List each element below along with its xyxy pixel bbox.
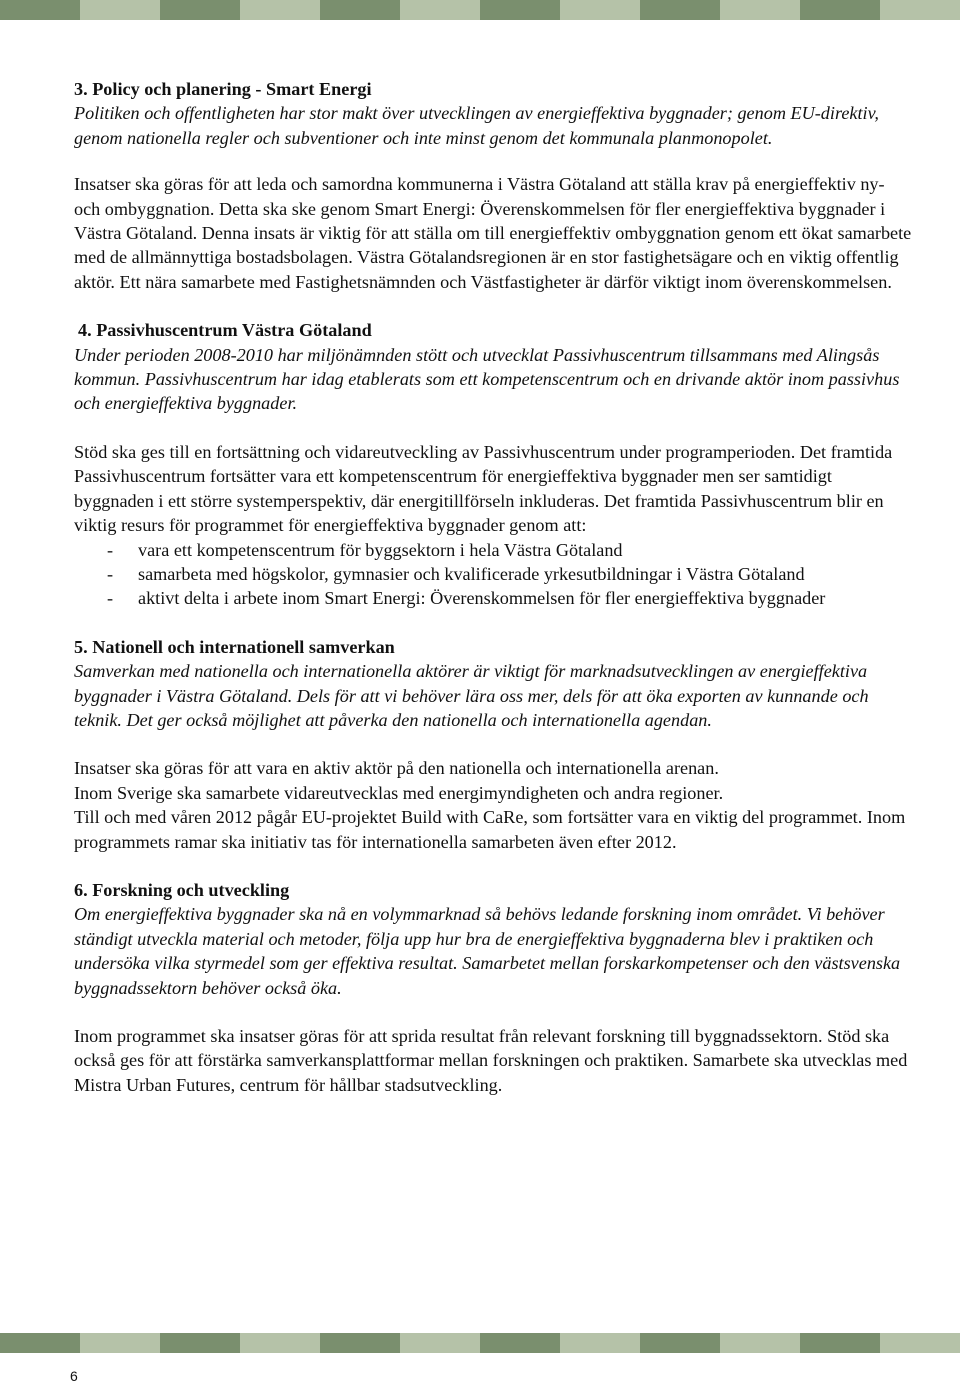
section-paragraph: Insatser ska göras för att leda och samordna kommunerna i Västra Götaland att ställa krav på energieffektiv ny- och ombyggnation. Detta ska ske genom Smart Energi: Överenskommelsen för fler energieffektiva byggnader i Västra Götaland. Denna insats är viktig för att ställa om till energieffektiv ombyggnation genom ett ökat samarbete med de allmännyttiga bostadsbolagen. Västra Götalandsregionen är en stor fastighetsägare och en viktig offentlig aktör. Ett nära samarbete med Fastighetsnämnden och Västfastigheter är därför viktigt inom överenskommelsen.	[74, 174, 912, 292]
band-segment	[880, 1333, 960, 1353]
section-heading: 6. Forskning och utveckling	[74, 879, 290, 900]
document-body	[74, 77, 914, 1097]
band-segment	[160, 0, 240, 20]
section-paragraph: Insatser ska göras för att vara en aktiv aktör på den nationella och internationella arenan.	[74, 758, 719, 779]
band-segment	[480, 0, 560, 20]
section-lead: Under perioden 2008-2010 har miljönämnden stött och utvecklat Passivhuscentrum tillsammans med Alingsås kommun. Passivhuscentrum har idag etablerats som ett kompetenscentrum och en drivande aktör inom passivhus och energieffektiva byggnader.	[74, 344, 900, 414]
page-number: 6	[70, 1368, 78, 1384]
section-passivhuscentrum	[74, 318, 914, 610]
band-segment	[640, 0, 720, 20]
bullet-list	[74, 538, 914, 611]
list-marker: -	[107, 563, 114, 584]
list-item	[74, 538, 914, 562]
list-item	[74, 586, 914, 610]
band-segment	[800, 1333, 880, 1353]
band-segment	[800, 0, 880, 20]
list-item-text: aktivt delta i arbete inom Smart Energi: Överenskommelsen för fler energieffektiva byggnader	[138, 588, 826, 609]
band-segment	[400, 0, 480, 20]
band-segment	[0, 1333, 80, 1353]
section-policy	[74, 77, 914, 294]
band-segment	[320, 1333, 400, 1353]
band-segment	[640, 1333, 720, 1353]
section-paragraph: Inom programmet ska insatser göras för att sprida resultat från relevant forskning till byggnadssektorn. Stöd ska också ges för att förstärka samverkansplattformar mellan forskningen och praktiken. Samarbete ska utvecklas med Mistra Urban Futures, centrum för hållbar stadsutveckling.	[74, 1026, 908, 1095]
band-segment	[400, 1333, 480, 1353]
section-paragraph: Till och med våren 2012 pågår EU-projektet Build with CaRe, som fortsätter vara en viktig del programmet. Inom programmets ramar ska initiativ tas för internationella samarbeten även efter 2012.	[74, 807, 906, 852]
section-heading: 3. Policy och planering - Smart Energi	[74, 79, 372, 99]
band-segment	[720, 1333, 800, 1353]
band-segment	[720, 0, 800, 20]
band-segment	[880, 0, 960, 20]
section-lead: Om energieffektiva byggnader ska nå en volymmarknad så behövs ledande forskning inom området. Vi behöver ständigt utveckla material och metoder, följa upp hur bra de energieffektiva byggnaderna blev i praktiken och undersöka vilka styrmedel som ger effektiva resultat. Samarbetet mellan forskarkompetenser och den västsvenska byggnadssektorn behöver också öka.	[74, 904, 901, 998]
band-segment	[320, 0, 400, 20]
section-paragraph: Stöd ska ges till en fortsättning och vidareutveckling av Passivhuscentrum under programperioden. Det framtida Passivhuscentrum fortsätter vara ett kompetenscentrum för energieffektiva byggnader men ser samtidigt byggnaden i ett större systemperspektiv, där energitillförseln inkluderas. Det framtida Passivhuscentrum blir en viktig resurs för programmet för energieffektiva byggnader genom att:	[74, 441, 893, 536]
section-heading: 4. Passivhuscentrum Västra Götaland	[78, 320, 372, 341]
top-decorative-band	[0, 0, 960, 20]
section-forskning	[74, 878, 914, 1097]
section-paragraph: Inom Sverige ska samarbete vidareutvecklas med energimyndigheten och andra regioner.	[74, 782, 724, 803]
band-segment	[240, 0, 320, 20]
band-segment	[240, 1333, 320, 1353]
section-samverkan	[74, 635, 914, 854]
list-item	[74, 562, 914, 586]
list-marker: -	[107, 588, 114, 609]
section-heading: 5. Nationell och internationell samverkan	[74, 636, 395, 657]
list-item-text: vara ett kompetenscentrum för byggsektorn i hela Västra Götaland	[138, 539, 623, 560]
list-marker: -	[107, 539, 114, 560]
band-segment	[0, 0, 80, 20]
section-lead: Politiken och offentligheten har stor makt över utvecklingen av energieffektiva byggnader; genom EU-direktiv, genom nationella regler och subventioner och inte minst genom det kommunala planmonopolet.	[74, 103, 879, 148]
band-segment	[80, 1333, 160, 1353]
band-segment	[80, 0, 160, 20]
band-segment	[480, 1333, 560, 1353]
band-segment	[160, 1333, 240, 1353]
band-segment	[560, 1333, 640, 1353]
bottom-decorative-band	[0, 1333, 960, 1353]
section-lead: Samverkan med nationella och internationella aktörer är viktigt för marknadsutvecklingen av energieffektiva byggnader i Västra Götaland. Dels för att vi behöver lära oss mer, dels för att öka exporten av kunnande och teknik. Det ger också möjlighet att påverka den nationella och internationella agendan.	[74, 661, 869, 730]
list-item-text: samarbeta med högskolor, gymnasier och kvalificerade yrkesutbildningar i Västra Götaland	[138, 563, 805, 584]
band-segment	[560, 0, 640, 20]
